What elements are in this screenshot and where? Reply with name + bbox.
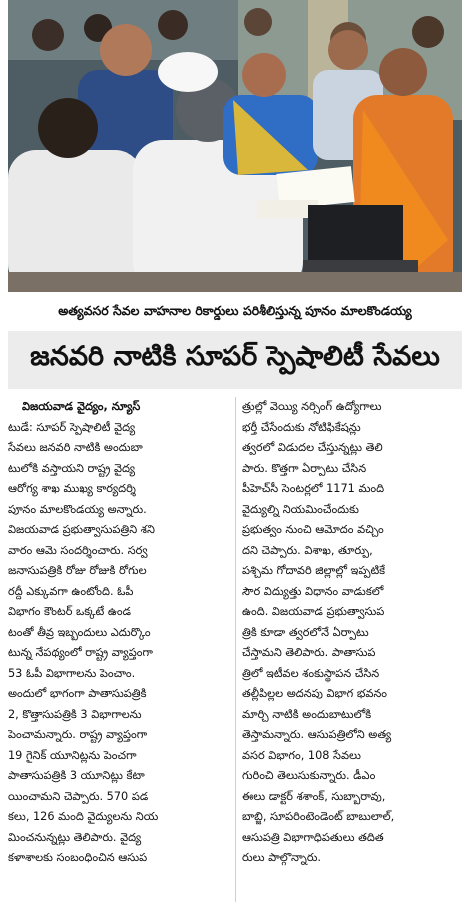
article-line: 53 ఓపీ విభాగాలను పెంచాం. [8,666,136,680]
article-line: 2, కొత్తాసుపత్రికి 3 విభాగాలను [8,707,142,721]
article-line: పూనం మాలకొండయ్య అన్నారు. [8,502,147,516]
article-line: త్రికి కూడా త్వరలోనే ఏర్పాటు [242,625,369,639]
article-line: వసర విభాగం, 108 సేవలు [242,748,361,762]
article-line: కళాశాలకు సంబంధించిన ఆసుప [8,851,148,864]
article-line: సేవలు జనవరి నాటికి అందుబా [8,441,143,454]
column-divider [235,397,236,902]
article-line: ఉంది. విజయవాడ ప్రభుత్వాసుప [242,605,385,618]
article-line: విజయవాడ వైద్యం, న్యూస్ [22,400,141,413]
article-line: ఆసుపత్రి విభాగాధిపతులు తదిత [242,830,384,844]
article-line: రద్దీ ఎక్కువగా ఉంటోంది. ఓపీ [8,584,134,598]
article-line: భర్తీ చేసేందుకు నోటిఫికేషన్లు [242,420,361,434]
photo-caption: అత్యవసర సేవల వాహనాల రికార్డులు పరిశీలిస్తున్న పూనం మాలకొండయ్య [58,303,412,318]
article-line: మార్చి నాటికి అందుబాటులోకి [242,707,372,721]
article-line: పీహెచ్‌సీ సెంటర్లలో 1171 మంది [242,482,385,495]
article-line: త్రుల్లో వెయ్యి నర్సింగ్ ఉద్యోగాలు [242,400,382,413]
article-line: మించనున్నట్లు తెలిపారు. వైద్య [8,830,142,844]
article-line: వారం ఆమె సందర్శించారు. సర్వ [8,543,148,557]
article-line: టంతో తీవ్ర ఇబ్బందులు ఎదుర్కొం [8,625,151,639]
article-line: గురించి తెలుసుకున్నారు. డీఎం [242,769,376,782]
article-line: చేస్తామని తెలిపారు. పాతాసుప [242,646,376,659]
article-line: విభాగం కౌంటర్ ఒక్కటే ఉండ [8,605,131,618]
article-line: పెంచామన్నారు. రాష్ట్ర వ్యాప్తంగా [8,728,148,741]
article-line: ఆరోగ్య శాఖ ముఖ్య కార్యదర్శి [8,482,136,495]
article-line: పశ్చిమ గోదావరి జిల్లాల్లో ఇప్పటికే [242,564,386,577]
article-line: దని చెప్పారు. విశాఖ, తూర్పు, [242,543,373,557]
article-line: సౌర విద్యుత్తు విధానం వాడుకలో [242,584,384,598]
article-line: రులు పాల్గొన్నారు. [242,851,322,864]
article-line: ఈలు డాక్టర్ శశాంక్, సుబ్బారావు, [242,789,386,803]
article-column-2 [242,397,462,902]
article-line: బాబ్జి, సూపరింటెండెంట్ బాబులాల్, [242,810,395,823]
article-line: టుడే: సూపర్ స్పెషాలిటీ వైద్య [8,420,136,434]
article-line: వైద్యుల్ని నియమించేందుకు [242,502,359,516]
article-line: అందులో భాగంగా పాతాసుపత్రికి [8,687,147,700]
article-line: కలు, 126 మంది వైద్యులను నియ [8,810,159,823]
article-line: విజయవాడ ప్రభుత్వాసుపత్రిని శని [8,523,155,536]
article-body [8,397,462,902]
article-line: యించామని చెప్పారు. 570 పడ [8,789,149,803]
headline: జనవరి నాటికి సూపర్ స్పెషాలిటీ సేవలు [8,331,462,389]
article-line: త్వరలో విడుదల చేస్తున్నట్లు తెలి [242,441,383,454]
article-line: 19 గైనిక్ యూనిట్లను పెంచగా [8,748,137,762]
article-line: పాతాసుపత్రికి 3 యూనిట్లు కేటా [8,769,145,782]
article-line: పారు. కొత్తగా ఏర్పాటు చేసిన [242,461,367,475]
article-line: తెస్తామన్నారు. ఆసుపత్రిలోని అత్య [242,728,392,741]
news-photo [8,0,462,292]
article-column-1 [8,397,228,902]
article-line: తల్లీపిల్లల అదనపు విభాగ భవనం [242,687,388,700]
article-line: టులోకి వస్తాయని రాష్ట్ర వైద్య [8,461,136,475]
article-line: త్రిలో ఇటీవల శంకుస్థాపన చేసిన [242,666,380,680]
article-line: టున్న నేపథ్యంలో రాష్ట్ర వ్యాప్తంగా [8,646,153,659]
article-line: జనాసుపత్రికి రోజు రోజుకి రోగుల [8,564,147,577]
article-line: ప్రభుత్వం నుంచి ఆమోదం వచ్చిం [242,523,384,536]
